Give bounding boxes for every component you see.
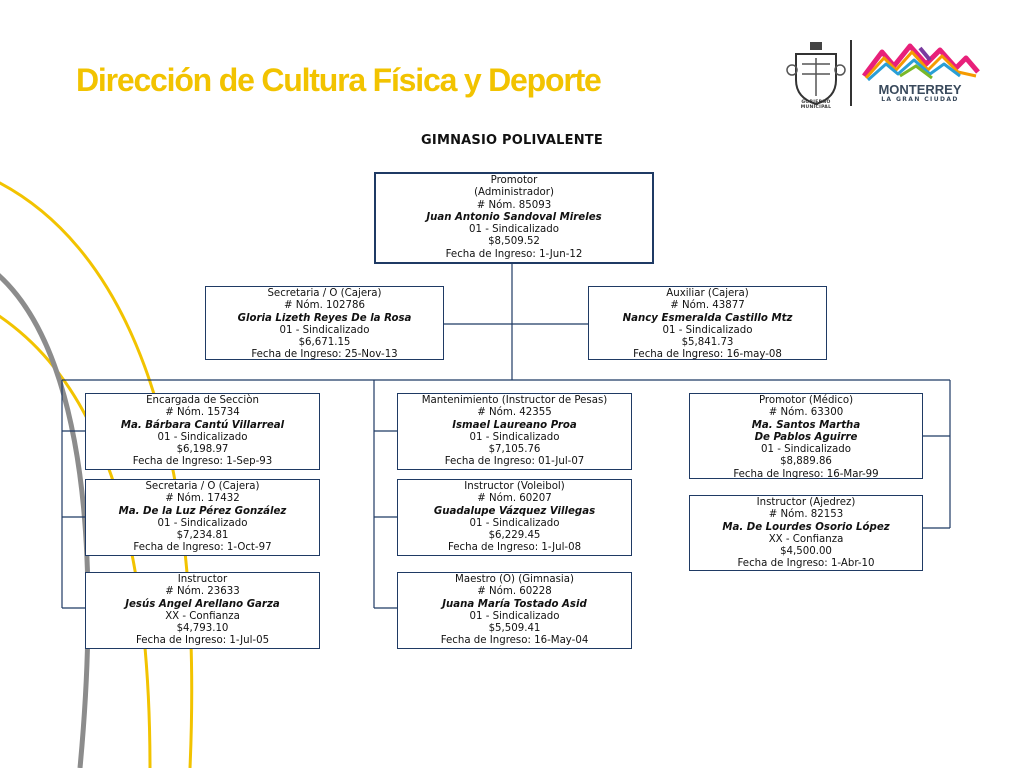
node-puesto: Auxiliar (Cajera) bbox=[666, 288, 749, 299]
node-tipo: 01 - Sindicalizado bbox=[761, 444, 851, 456]
node-puesto: Promotor bbox=[490, 175, 538, 186]
node-sueldo: $5,509.41 bbox=[488, 623, 541, 635]
node-puesto: Secretaria / O (Cajera) bbox=[267, 288, 382, 299]
node-nomina: # Nóm. 102786 bbox=[284, 300, 365, 312]
node-nombre: Ismael Laureano Proa bbox=[452, 419, 577, 431]
node-nombre: Ma. Bárbara Cantú Villarreal bbox=[120, 419, 285, 431]
node-puesto: Secretaria / O (Cajera) bbox=[145, 481, 260, 492]
logo-caption: GOBIERNO MUNICIPAL bbox=[800, 100, 832, 110]
node-secretaria-cajera-a bbox=[205, 286, 444, 360]
node-instructor bbox=[85, 572, 320, 649]
node-nomina: # Nóm. 63300 bbox=[768, 407, 844, 419]
node-auxiliar-cajera bbox=[588, 286, 827, 360]
node-nombre: Ma. De la Luz Pérez González bbox=[118, 505, 287, 517]
node-tipo: XX - Confianza bbox=[165, 610, 240, 622]
node-mantenimiento-pesas bbox=[397, 393, 632, 470]
node-tipo: XX - Confianza bbox=[768, 533, 844, 545]
node-nomina: # Nóm. 17432 bbox=[165, 493, 240, 505]
node-tipo: 01 - Sindicalizado bbox=[469, 431, 560, 443]
node-nomina: # Nóm. 43877 bbox=[670, 300, 745, 312]
node-ingreso: Fecha de Ingreso: 1-Sep-93 bbox=[132, 456, 273, 468]
node-nomina: # Nóm. 23633 bbox=[165, 586, 240, 598]
node-tipo: 01 - Sindicalizado bbox=[157, 517, 248, 529]
node-sueldo: $4,793.10 bbox=[176, 623, 229, 635]
node-tipo: 01 - Sindicalizado bbox=[469, 517, 560, 529]
monterrey-tagline: LA GRAN CIUDAD bbox=[881, 96, 959, 103]
node-tipo: 01 - Sindicalizado bbox=[157, 431, 248, 443]
chart-subtitle: GIMNASIO POLIVALENTE bbox=[421, 133, 603, 148]
monterrey-wordmark: MONTERREY bbox=[878, 82, 962, 97]
node-nombre-2: De Pablos Aguirre bbox=[754, 431, 858, 443]
node-ingreso: Fecha de Ingreso: 1-Jun-12 bbox=[445, 248, 583, 260]
node-puesto: Instructor (Ajedrez) bbox=[756, 497, 856, 508]
node-tipo: 01 - Sindicalizado bbox=[279, 324, 370, 336]
node-puesto: Maestro (O) (Gimnasia) bbox=[455, 574, 574, 585]
node-nombre: Juan Antonio Sandoval Mireles bbox=[426, 211, 602, 223]
node-sueldo: $4,500.00 bbox=[780, 546, 832, 558]
node-nomina: # Nóm. 42355 bbox=[477, 407, 552, 419]
node-ingreso: Fecha de Ingreso: 1-Jul-08 bbox=[447, 542, 582, 554]
node-sueldo: $5,841.73 bbox=[681, 337, 734, 349]
node-nombre: Ma. Santos Martha bbox=[751, 419, 861, 431]
node-ingreso: Fecha de Ingreso: 16-May-04 bbox=[440, 635, 589, 647]
node-tipo: 01 - Sindicalizado bbox=[469, 224, 559, 236]
node-tipo: 01 - Sindicalizado bbox=[469, 610, 560, 622]
node-sueldo: $6,198.97 bbox=[176, 444, 229, 456]
node-puesto: Encargada de Secciòn bbox=[146, 395, 259, 406]
node-ingreso: Fecha de Ingreso: 1-Abr-10 bbox=[737, 558, 875, 570]
node-tipo: 01 - Sindicalizado bbox=[662, 324, 753, 336]
node-secretaria-cajera-b bbox=[85, 479, 320, 556]
node-nomina: # Nóm. 60228 bbox=[477, 586, 552, 598]
node-ingreso: Fecha de Ingreso: 16-Mar-99 bbox=[733, 468, 879, 480]
node-promotor-administrador bbox=[374, 172, 654, 264]
node-nombre: Guadalupe Vázquez Villegas bbox=[433, 505, 596, 517]
node-sueldo: $8,509.52 bbox=[488, 236, 540, 248]
node-instructor-voleibol bbox=[397, 479, 632, 556]
node-encargada-seccion bbox=[85, 393, 320, 470]
node-nombre: Jesús Angel Arellano Garza bbox=[125, 598, 280, 610]
node-nomina: # Nóm. 15734 bbox=[165, 407, 240, 419]
node-sueldo: $7,105.76 bbox=[488, 444, 541, 456]
node-puesto: Instructor bbox=[177, 574, 228, 585]
node-instructor-ajedrez bbox=[689, 495, 923, 571]
node-sueldo: $6,229.45 bbox=[488, 530, 541, 542]
node-sueldo: $6,671.15 bbox=[298, 337, 351, 349]
node-nombre: Juana María Tostado Asid bbox=[442, 598, 587, 610]
page-title: Dirección de Cultura Física y Deporte bbox=[76, 62, 601, 98]
node-puesto: Instructor (Voleibol) bbox=[464, 481, 565, 492]
node-ingreso: Fecha de Ingreso: 01-Jul-07 bbox=[444, 456, 585, 468]
node-ingreso: Fecha de Ingreso: 1-Oct-97 bbox=[133, 542, 272, 554]
node-nombre: Ma. De Lourdes Osorio López bbox=[722, 521, 890, 533]
node-sueldo: $7,234.81 bbox=[176, 530, 229, 542]
node-puesto-detalle: (Administrador) bbox=[474, 187, 554, 199]
node-nomina: # Nóm. 85093 bbox=[476, 199, 552, 211]
node-sueldo: $8,889.86 bbox=[780, 456, 832, 468]
node-maestro-gimnasia bbox=[397, 572, 632, 649]
node-ingreso: Fecha de Ingreso: 16-may-08 bbox=[633, 349, 782, 361]
node-ingreso: Fecha de Ingreso: 1-Jul-05 bbox=[135, 635, 270, 647]
node-puesto: Mantenimiento (Instructor de Pesas) bbox=[421, 395, 608, 406]
node-nombre: Gloria Lizeth Reyes De la Rosa bbox=[237, 312, 412, 324]
node-ingreso: Fecha de Ingreso: 25-Nov-13 bbox=[251, 349, 398, 361]
node-promotor-medico bbox=[689, 393, 923, 479]
node-puesto: Promotor (Médico) bbox=[758, 395, 854, 406]
node-nombre: Nancy Esmeralda Castillo Mtz bbox=[622, 312, 793, 324]
node-nomina: # Nóm. 60207 bbox=[477, 493, 552, 505]
node-nomina: # Nóm. 82153 bbox=[768, 509, 844, 521]
